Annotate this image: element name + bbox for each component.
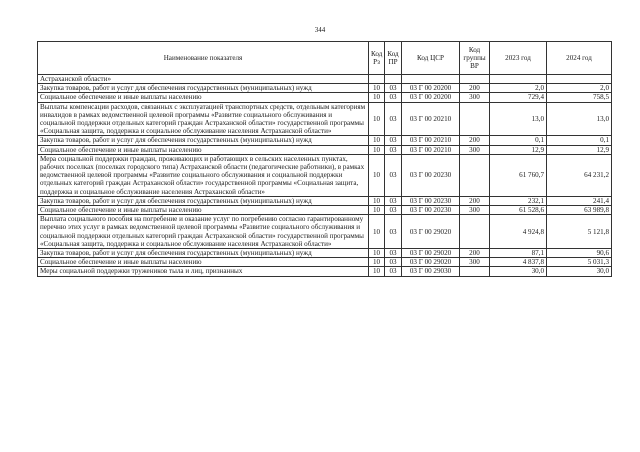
table-row: [38, 249, 612, 258]
row-2023: 61 760,7: [490, 154, 547, 196]
row-csr: 03 Г 00 20230: [402, 206, 460, 215]
row-csr: 03 Г 00 20200: [402, 93, 460, 102]
row-name: Закупка товаров, работ и услуг для обеспечения государственных (муниципальных) нужд: [38, 84, 369, 93]
row-rz: 10: [369, 206, 385, 215]
table-header: [38, 42, 612, 75]
row-2023: 61 528,6: [490, 206, 547, 215]
row-2024: 241,4: [547, 196, 612, 205]
page-number: 344: [314, 26, 326, 34]
table-row: [38, 258, 612, 267]
row-rz: 10: [369, 154, 385, 196]
header-csr: Код ЦСР: [402, 42, 460, 75]
row-2024: 30,0: [547, 267, 612, 276]
row-pr: 03: [385, 154, 402, 196]
row-csr: 03 Г 00 29020: [402, 249, 460, 258]
row-rz: 10: [369, 196, 385, 205]
row-csr: 03 Г 00 29030: [402, 267, 460, 276]
row-vr: [460, 154, 490, 196]
row-2023: 232,1: [490, 196, 547, 205]
row-rz: [369, 75, 385, 84]
row-vr: 200: [460, 136, 490, 145]
header-name: Наименование показателя: [38, 42, 369, 75]
row-vr: 300: [460, 206, 490, 215]
table-row: [38, 196, 612, 205]
table-row: [38, 93, 612, 102]
row-2023: 87,1: [490, 249, 547, 258]
row-csr: 03 Г 00 29020: [402, 258, 460, 267]
table-row: [38, 154, 612, 196]
row-2024: 64 231,2: [547, 154, 612, 196]
row-csr: 03 Г 00 20210: [402, 102, 460, 136]
row-name: Мера социальной поддержки граждан, проживающих и работающих в сельских населенных пунктах, рабочих поселках (поселках городского типа) Астраханской области (педагогические работники), в рамках ведомственной целевой программы «Развитие социального обслуживания и социальной поддержки отдельных категорий граждан Астраханской области» государственной программы «Социальная защита, поддержка и социальное обслуживание населения Астраханской области»: [38, 154, 369, 196]
row-2024: 13,0: [547, 102, 612, 136]
row-vr: [460, 102, 490, 136]
table-row: [38, 145, 612, 154]
header-2024: 2024 год: [547, 42, 612, 75]
row-name: Выплата социального пособия на погребение и оказание услуг по погребению согласно гарантированному перечню этих услуг в рамках ведомственной целевой программы «Развитие социального обслуживания и социальной поддержки отдельных категорий граждан Астраханской области» государственной программы «Социальная защита, поддержка и социальное обслуживание населения Астраханской области»: [38, 215, 369, 249]
row-csr: 03 Г 00 20210: [402, 136, 460, 145]
row-2024: 63 989,8: [547, 206, 612, 215]
row-csr: [402, 75, 460, 84]
row-2023: 0,1: [490, 136, 547, 145]
row-name: Закупка товаров, работ и услуг для обеспечения государственных (муниципальных) нужд: [38, 136, 369, 145]
row-rz: 10: [369, 84, 385, 93]
row-2023: 12,9: [490, 145, 547, 154]
row-2024: 12,9: [547, 145, 612, 154]
row-name: Выплаты компенсации расходов, связанных с эксплуатацией транспортных средств, отдельным категориям инвалидов в рамках ведомственной целевой программы «Развитие социального обслуживания и социальной поддержки отдельных категорий граждан Астраханской области» государственной программы «Социальная защита, поддержка и социальное обслуживание населения Астраханской области»: [38, 102, 369, 136]
row-rz: 10: [369, 249, 385, 258]
row-2024: 90,6: [547, 249, 612, 258]
row-2024: 2,0: [547, 84, 612, 93]
row-rz: 10: [369, 102, 385, 136]
row-2023: 30,0: [490, 267, 547, 276]
row-vr: 300: [460, 258, 490, 267]
row-vr: 200: [460, 196, 490, 205]
row-csr: 03 Г 00 20210: [402, 145, 460, 154]
table-body: [38, 75, 612, 277]
table-row: [38, 102, 612, 136]
row-vr: 200: [460, 249, 490, 258]
row-vr: [460, 75, 490, 84]
row-2023: 2,0: [490, 84, 547, 93]
row-pr: 03: [385, 215, 402, 249]
row-2024: 5 121,8: [547, 215, 612, 249]
row-pr: 03: [385, 84, 402, 93]
row-2023: 4 837,8: [490, 258, 547, 267]
row-pr: 03: [385, 267, 402, 276]
table-row: [38, 75, 612, 84]
row-vr: [460, 267, 490, 276]
table-row: [38, 267, 612, 276]
row-name: Закупка товаров, работ и услуг для обеспечения государственных (муниципальных) нужд: [38, 196, 369, 205]
row-pr: 03: [385, 145, 402, 154]
row-pr: 03: [385, 196, 402, 205]
header-row: [38, 42, 612, 75]
row-name: Социальное обеспечение и иные выплаты населению: [38, 206, 369, 215]
row-2023: [490, 75, 547, 84]
row-csr: 03 Г 00 20200: [402, 84, 460, 93]
row-2024: [547, 75, 612, 84]
row-rz: 10: [369, 93, 385, 102]
row-rz: 10: [369, 145, 385, 154]
row-vr: 300: [460, 145, 490, 154]
row-pr: 03: [385, 206, 402, 215]
table-row: [38, 206, 612, 215]
row-name: Социальное обеспечение и иные выплаты населению: [38, 258, 369, 267]
row-pr: 03: [385, 258, 402, 267]
row-vr: [460, 215, 490, 249]
table-row: [38, 136, 612, 145]
header-rz: Код Рз: [369, 42, 385, 75]
row-2024: 0,1: [547, 136, 612, 145]
row-name: Астраханской области»: [38, 75, 369, 84]
row-2023: 4 924,8: [490, 215, 547, 249]
row-name: Социальное обеспечение и иные выплаты населению: [38, 145, 369, 154]
row-pr: [385, 75, 402, 84]
header-pr: Код ПР: [385, 42, 402, 75]
budget-table: [37, 41, 612, 277]
row-rz: 10: [369, 215, 385, 249]
row-rz: 10: [369, 258, 385, 267]
row-name: Меры социальной поддержки тружеников тыла и лиц, признанных: [38, 267, 369, 276]
row-csr: 03 Г 00 29020: [402, 215, 460, 249]
row-2023: 13,0: [490, 102, 547, 136]
row-vr: 300: [460, 93, 490, 102]
table-row: [38, 215, 612, 249]
table-row: [38, 84, 612, 93]
header-2023: 2023 год: [490, 42, 547, 75]
row-name: Закупка товаров, работ и услуг для обеспечения государственных (муниципальных) нужд: [38, 249, 369, 258]
row-csr: 03 Г 00 20230: [402, 154, 460, 196]
row-pr: 03: [385, 93, 402, 102]
header-vr: Код группы ВР: [460, 42, 490, 75]
row-2024: 758,5: [547, 93, 612, 102]
row-name: Социальное обеспечение и иные выплаты населению: [38, 93, 369, 102]
row-pr: 03: [385, 102, 402, 136]
row-rz: 10: [369, 267, 385, 276]
row-vr: 200: [460, 84, 490, 93]
row-2024: 5 031,3: [547, 258, 612, 267]
row-pr: 03: [385, 136, 402, 145]
row-csr: 03 Г 00 20230: [402, 196, 460, 205]
row-2023: 729,4: [490, 93, 547, 102]
row-pr: 03: [385, 249, 402, 258]
row-rz: 10: [369, 136, 385, 145]
